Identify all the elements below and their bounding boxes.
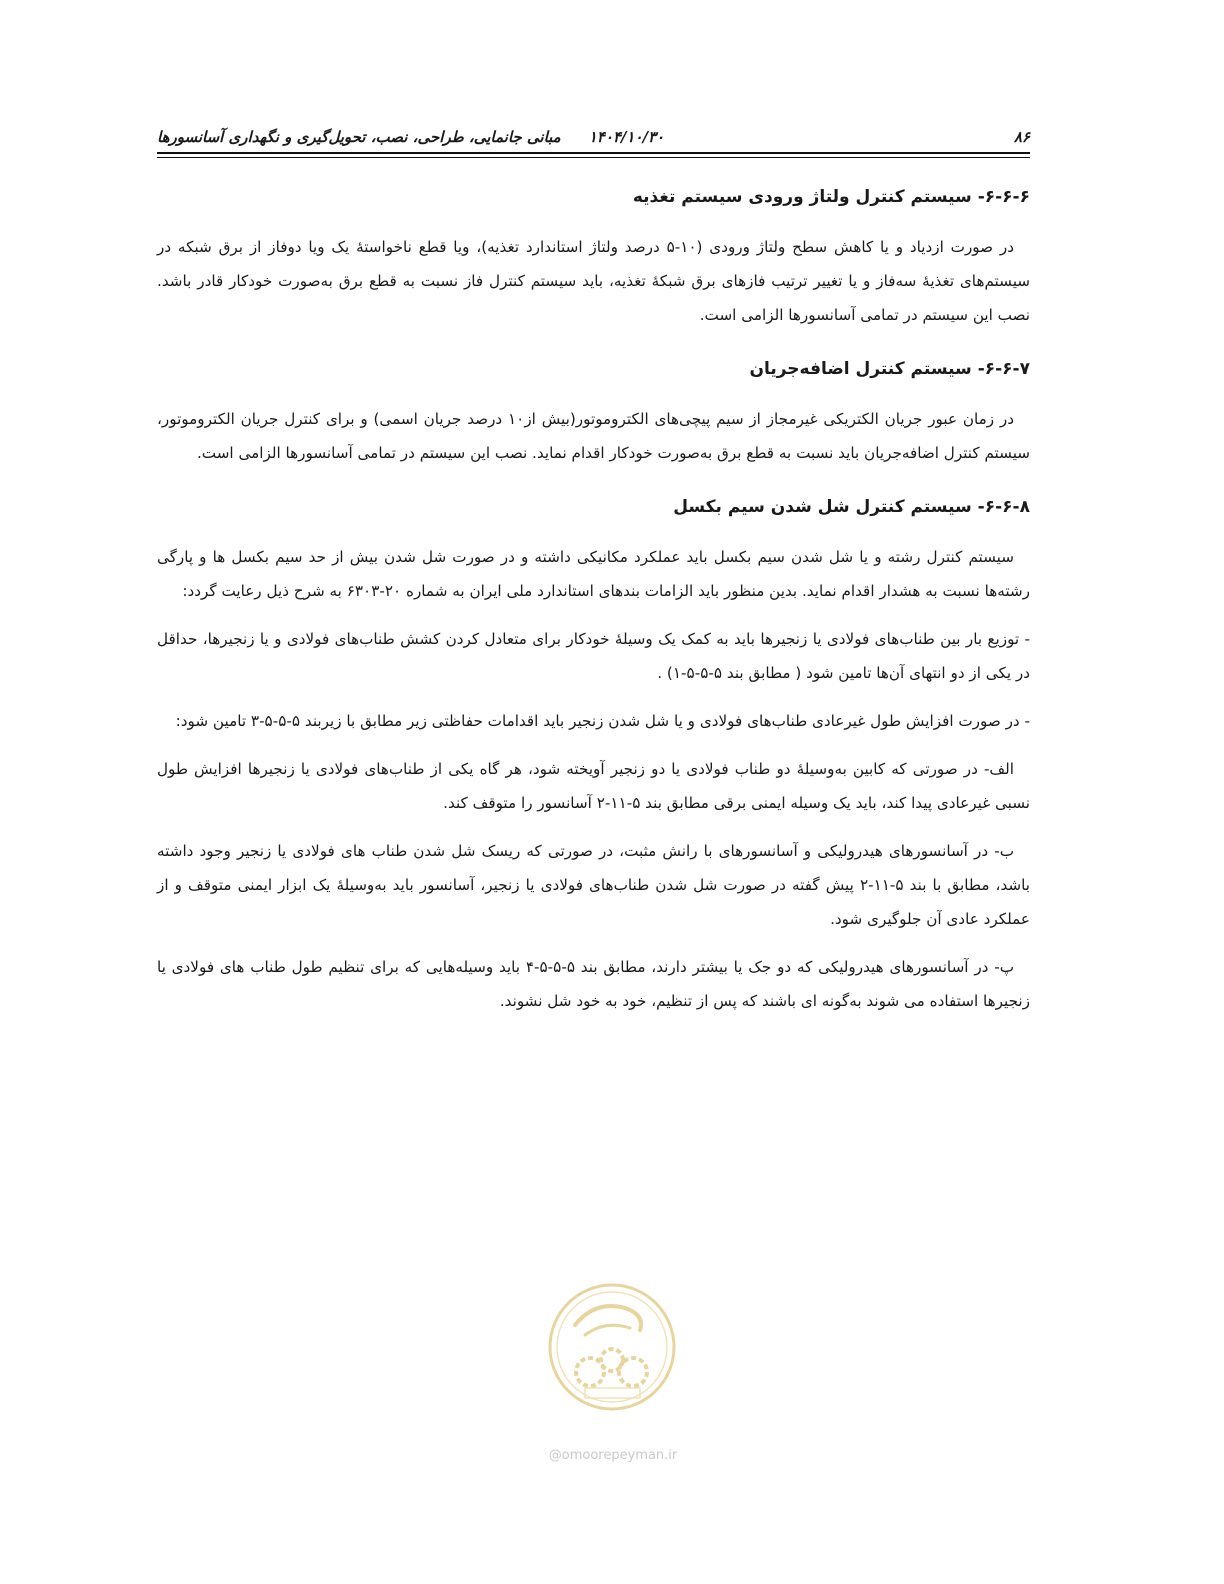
list-item-pe: پ- در آسانسورهای هیدرولیکی که دو جک یا بیشتر دارند، مطابق بند ۵-۵-۵-۴ باید وسیله‌هایی که برای تنظیم طول طناب های فولادی یا زنجیرها استفاده می شوند به‌گونه ای باشند که پس از تنظیم، خود به خود شل نشوند. bbox=[157, 958, 1030, 1010]
paragraph: سیستم کنترل رشته و یا شل شدن سیم بکسل باید عملکرد مکانیکی داشته و در صورت شل شدن بیش از حد سیم بکسل ها و پارگی رشته‌ها نسبت به هشدار اقدام نماید. بدین منظور باید الزامات بندهای استاندارد ملی ایران به شماره ۲۰-۶۳۰۳ به شرح ذیل رعایت گردد: bbox=[157, 548, 1030, 600]
section-overcurrent-control bbox=[157, 354, 1030, 470]
section-heading: ۶-۶-۶- سیستم کنترل ولتاژ ورودی سیستم تغذیه bbox=[632, 187, 1030, 207]
paragraph: در صورت ازدیاد و یا کاهش سطح ولتاژ ورودی (۱۰-۵ درصد ولتاژ استاندارد تغذیه)، ویا قطع ناخواستهٔ یک ویا دوفاز از برق شبکه در سیستم‌های تغذیهٔ سه‌فاز و یا تغییر ترتیب فازهای برق شبکهٔ تغذیه، باید سیستم کنترل فاز نسبت به قطع برق به‌صورت خودکار قادر باشد. نصب این سیستم در تمامی آسانسورها الزامی است. bbox=[157, 238, 1030, 324]
section-rope-slack-control bbox=[157, 492, 1030, 1018]
section-voltage-control bbox=[157, 182, 1030, 332]
section-heading: ۶-۶-۸- سیستم کنترل شل شدن سیم بکسل bbox=[673, 497, 1030, 517]
header-rule bbox=[157, 152, 1030, 158]
running-header bbox=[157, 110, 1030, 152]
header-date: ۱۴۰۴/۱۰/۳۰ bbox=[588, 128, 665, 146]
header-title-group bbox=[157, 128, 664, 146]
page-number: ۸۶ bbox=[1013, 128, 1030, 146]
paragraph: در زمان عبور جریان الکتریکی غیرمجاز از سیم پیچی‌های الکتروموتور(بیش از۱۰ درصد جریان اسمی) و برای کنترل جریان الکتروموتور، سیستم کنترل اضافه‌جریان باید نسبت به قطع برق به‌صورت خودکار اقدام نماید. نصب این سیستم در تمامی آسانسورها الزامی است. bbox=[157, 410, 1030, 462]
book-title: مبانی جانمایی، طراحی، نصب، تحویل‌گیری و نگهداری آسانسورها bbox=[157, 128, 561, 146]
watermark-site: @omoorepeyman.ir bbox=[548, 1448, 678, 1463]
section-heading: ۶-۶-۷- سیستم کنترل اضافه‌جریان bbox=[749, 359, 1030, 379]
list-item-alef: الف- در صورتی که کابین به‌وسیلهٔ دو طناب فولادی یا دو زنجیر آویخته شود، هر گاه یکی از طناب‌های فولادی یا زنجیرها افزایش طول نسبی غیرعادی پیدا کند، باید یک وسیله ایمنی برقی مطابق بند ۵-۱۱-۲ آسانسور را متوقف کند. bbox=[157, 760, 1030, 812]
bullet-paragraph: - توزیع بار بین طناب‌های فولادی یا زنجیرها باید به کمک یک وسیلهٔ خودکار برای متعادل کردن کشش طناب‌های فولادی و یا زنجیرها، حداقل در یکی از دو انتهای آن‌ها تامین شود ( مطابق بند ۵-۵-۵-۱) . bbox=[157, 630, 1030, 682]
list-item-be: ب- در آسانسورهای هیدرولیکی و آسانسورهای با رانش مثبت، در صورتی که ریسک شل شدن طناب های فولادی یا زنجیر وجود داشته باشد، مطابق با بند ۵-۱۱-۲ پیش گفته در صورت شل شدن طناب‌های فولادی یا زنجیر، آسانسور باید به‌وسیلهٔ یک ابزار ایمنی متوقف و از عملکرد عادی آن جلوگیری شود. bbox=[157, 842, 1031, 928]
bullet-paragraph: - در صورت افزایش طول غیرعادی طناب‌های فولادی و یا شل شدن زنجیر باید اقدامات حفاظتی زیر مطابق با زیربند ۵-۵-۵-۳ تامین شود: bbox=[175, 712, 1030, 730]
watermark-logo bbox=[545, 1280, 680, 1415]
